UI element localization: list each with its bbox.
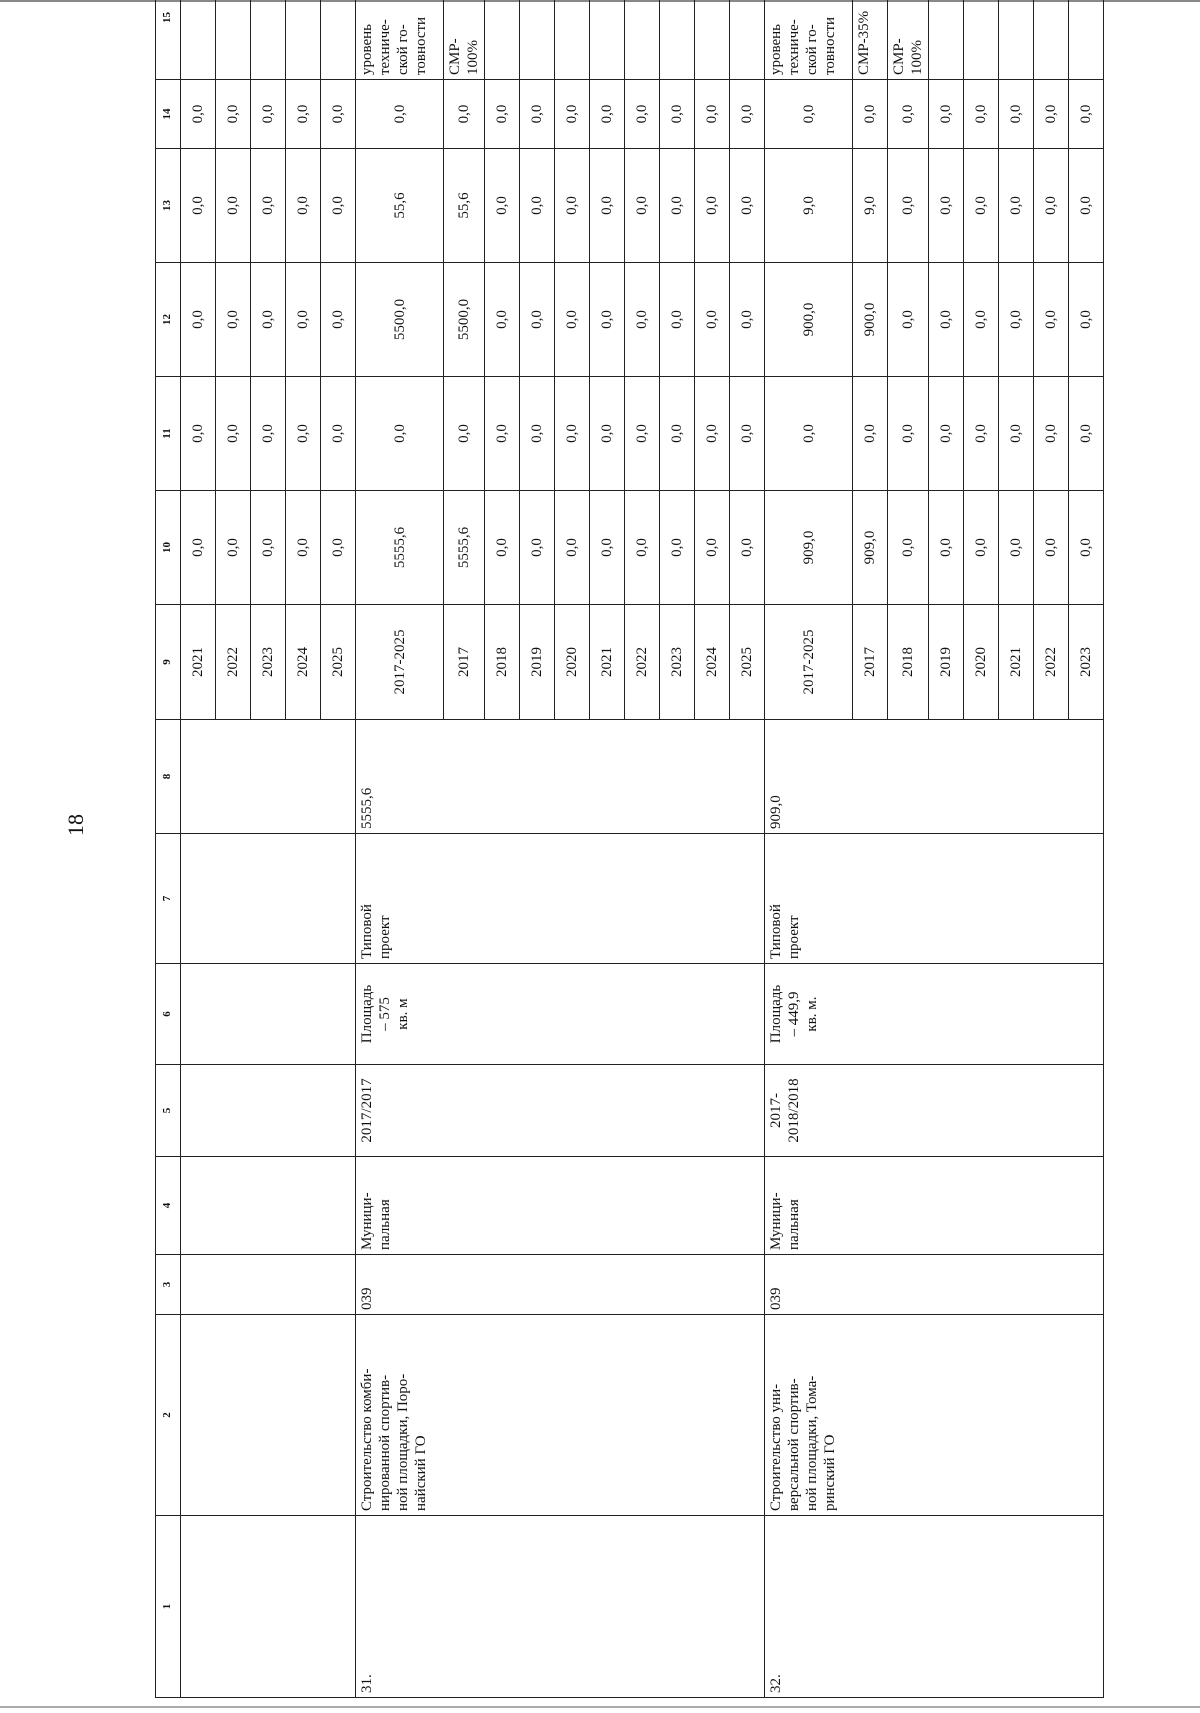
federal-budget-value: 0,0 bbox=[251, 377, 286, 491]
estimated-cost: 5555,6 bbox=[356, 720, 765, 834]
other-sources-value: 0,0 bbox=[444, 80, 485, 149]
year-cell: 2018 bbox=[485, 605, 520, 720]
note-cell bbox=[251, 0, 286, 80]
other-sources-value: 0,0 bbox=[695, 80, 730, 149]
capacity: Площадь – 449,9 кв. м. bbox=[765, 964, 1104, 1065]
total-value: 5555,6 bbox=[356, 491, 444, 605]
carry-row bbox=[181, 0, 216, 1698]
empty-cell bbox=[181, 1255, 356, 1315]
object-number: 31. bbox=[356, 1516, 765, 1698]
design-documentation: Типовой проект bbox=[356, 834, 765, 964]
other-sources-value: 0,0 bbox=[853, 80, 888, 149]
object-number: 32. bbox=[765, 1516, 1104, 1698]
year-cell: 2023 bbox=[251, 605, 286, 720]
regional-budget-value: 0,0 bbox=[251, 263, 286, 377]
column-number: 14 bbox=[156, 80, 181, 149]
other-sources-value: 0,0 bbox=[286, 80, 321, 149]
federal-budget-value: 0,0 bbox=[660, 377, 695, 491]
regional-budget-value: 0,0 bbox=[216, 263, 251, 377]
federal-budget-value: 0,0 bbox=[181, 377, 216, 491]
ownership-form: Муници- пальная bbox=[356, 1157, 765, 1255]
object-code: 039 bbox=[356, 1255, 765, 1315]
rotated-page-content bbox=[155, 10, 1094, 1698]
other-sources-value: 0,0 bbox=[964, 80, 999, 149]
column-number: 3 bbox=[156, 1255, 181, 1315]
note-cell bbox=[695, 0, 730, 80]
federal-budget-value: 0,0 bbox=[520, 377, 555, 491]
local-budget-value: 0,0 bbox=[286, 149, 321, 263]
construction-period: 2017/2017 bbox=[356, 1065, 765, 1157]
other-sources-value: 0,0 bbox=[1069, 80, 1104, 149]
other-sources-value: 0,0 bbox=[660, 80, 695, 149]
local-budget-value: 0,0 bbox=[181, 149, 216, 263]
note-cell bbox=[321, 0, 356, 80]
page-number: 18 bbox=[63, 814, 88, 836]
note-cell bbox=[485, 0, 520, 80]
column-number: 13 bbox=[156, 149, 181, 263]
total-value: 0,0 bbox=[1034, 491, 1069, 605]
federal-budget-value: 0,0 bbox=[765, 377, 853, 491]
year-cell: 2022 bbox=[216, 605, 251, 720]
regional-budget-value: 0,0 bbox=[520, 263, 555, 377]
regional-budget-value: 900,0 bbox=[765, 263, 853, 377]
federal-budget-value: 0,0 bbox=[444, 377, 485, 491]
year-cell: 2025 bbox=[730, 605, 765, 720]
federal-budget-value: 0,0 bbox=[964, 377, 999, 491]
empty-cell bbox=[181, 1157, 356, 1255]
federal-budget-value: 0,0 bbox=[730, 377, 765, 491]
regional-budget-value: 0,0 bbox=[660, 263, 695, 377]
empty-cell bbox=[181, 1516, 356, 1698]
federal-budget-value: 0,0 bbox=[888, 377, 929, 491]
total-value: 0,0 bbox=[590, 491, 625, 605]
regional-budget-value: 0,0 bbox=[625, 263, 660, 377]
total-value: 0,0 bbox=[964, 491, 999, 605]
year-cell: 2024 bbox=[695, 605, 730, 720]
year-cell: 2024 bbox=[286, 605, 321, 720]
federal-budget-value: 0,0 bbox=[625, 377, 660, 491]
note-cell bbox=[730, 0, 765, 80]
local-budget-value: 0,0 bbox=[251, 149, 286, 263]
regional-budget-value: 0,0 bbox=[695, 263, 730, 377]
regional-budget-value: 900,0 bbox=[853, 263, 888, 377]
year-cell: 2019 bbox=[520, 605, 555, 720]
total-value: 0,0 bbox=[660, 491, 695, 605]
total-value: 0,0 bbox=[555, 491, 590, 605]
note-cell bbox=[520, 0, 555, 80]
year-cell: 2017 bbox=[444, 605, 485, 720]
local-budget-value: 0,0 bbox=[485, 149, 520, 263]
federal-budget-value: 0,0 bbox=[853, 377, 888, 491]
total-value: 0,0 bbox=[695, 491, 730, 605]
local-budget-value: 0,0 bbox=[730, 149, 765, 263]
empty-cell bbox=[181, 834, 356, 964]
total-value: 0,0 bbox=[999, 491, 1034, 605]
year-cell: 2021 bbox=[181, 605, 216, 720]
object-code: 039 bbox=[765, 1255, 1104, 1315]
note-cell bbox=[1069, 0, 1104, 80]
federal-budget-value: 0,0 bbox=[929, 377, 964, 491]
regional-budget-value: 0,0 bbox=[1034, 263, 1069, 377]
local-budget-value: 9,0 bbox=[853, 149, 888, 263]
year-cell: 2017 bbox=[853, 605, 888, 720]
regional-budget-value: 5500,0 bbox=[444, 263, 485, 377]
year-cell: 2021 bbox=[590, 605, 625, 720]
regional-budget-value: 0,0 bbox=[888, 263, 929, 377]
note-cell bbox=[181, 0, 216, 80]
capacity: Площадь – 575 кв. м bbox=[356, 964, 765, 1065]
note-cell bbox=[964, 0, 999, 80]
local-budget-value: 0,0 bbox=[660, 149, 695, 263]
object-name: Строительство комби- нированной спортив- ной площадки, Поро- найский ГО bbox=[356, 1315, 765, 1516]
regional-budget-value: 0,0 bbox=[730, 263, 765, 377]
local-budget-value: 0,0 bbox=[1034, 149, 1069, 263]
local-budget-value: 0,0 bbox=[625, 149, 660, 263]
total-value: 5555,6 bbox=[444, 491, 485, 605]
federal-budget-value: 0,0 bbox=[286, 377, 321, 491]
note-cell: уровень техниче- ской го- товности bbox=[356, 0, 444, 80]
year-cell: 2022 bbox=[1034, 605, 1069, 720]
note-cell: СМР- 100% bbox=[888, 0, 929, 80]
other-sources-value: 0,0 bbox=[765, 80, 853, 149]
note-cell bbox=[625, 0, 660, 80]
other-sources-value: 0,0 bbox=[929, 80, 964, 149]
regional-budget-value: 0,0 bbox=[485, 263, 520, 377]
column-number: 15 bbox=[156, 0, 181, 80]
other-sources-value: 0,0 bbox=[520, 80, 555, 149]
total-value: 0,0 bbox=[485, 491, 520, 605]
other-sources-value: 0,0 bbox=[999, 80, 1034, 149]
object-name: Строительство уни- версальной спортив- ной площадки, Тома- ринский ГО bbox=[765, 1315, 1104, 1516]
note-cell bbox=[929, 0, 964, 80]
column-number: 11 bbox=[156, 377, 181, 491]
note-cell bbox=[590, 0, 625, 80]
year-cell: 2023 bbox=[660, 605, 695, 720]
column-number: 7 bbox=[156, 834, 181, 964]
regional-budget-value: 0,0 bbox=[286, 263, 321, 377]
construction-period: 2017- 2018/2018 bbox=[765, 1065, 1104, 1157]
other-sources-value: 0,0 bbox=[216, 80, 251, 149]
other-sources-value: 0,0 bbox=[181, 80, 216, 149]
local-budget-value: 0,0 bbox=[555, 149, 590, 263]
federal-budget-value: 0,0 bbox=[999, 377, 1034, 491]
other-sources-value: 0,0 bbox=[1034, 80, 1069, 149]
federal-budget-value: 0,0 bbox=[695, 377, 730, 491]
scan-edge-bottom bbox=[0, 1706, 1200, 1708]
total-value: 0,0 bbox=[929, 491, 964, 605]
local-budget-value: 0,0 bbox=[321, 149, 356, 263]
regional-budget-value: 0,0 bbox=[999, 263, 1034, 377]
object-total-row bbox=[356, 0, 444, 1698]
local-budget-value: 0,0 bbox=[964, 149, 999, 263]
local-budget-value: 0,0 bbox=[929, 149, 964, 263]
year-cell: 2017-2025 bbox=[356, 605, 444, 720]
year-cell: 2020 bbox=[555, 605, 590, 720]
design-documentation: Типовой проект bbox=[765, 834, 1104, 964]
regional-budget-value: 5500,0 bbox=[356, 263, 444, 377]
other-sources-value: 0,0 bbox=[730, 80, 765, 149]
federal-budget-value: 0,0 bbox=[321, 377, 356, 491]
investment-table bbox=[155, 0, 1104, 1698]
column-number: 8 bbox=[156, 720, 181, 834]
column-number-row bbox=[156, 0, 181, 1698]
note-cell bbox=[660, 0, 695, 80]
total-value: 0,0 bbox=[1069, 491, 1104, 605]
other-sources-value: 0,0 bbox=[625, 80, 660, 149]
other-sources-value: 0,0 bbox=[590, 80, 625, 149]
year-cell: 2023 bbox=[1069, 605, 1104, 720]
object-total-row bbox=[765, 0, 853, 1698]
other-sources-value: 0,0 bbox=[251, 80, 286, 149]
federal-budget-value: 0,0 bbox=[216, 377, 251, 491]
column-number: 2 bbox=[156, 1315, 181, 1516]
total-value: 0,0 bbox=[216, 491, 251, 605]
empty-cell bbox=[181, 720, 356, 834]
note-cell: СМР- 100% bbox=[444, 0, 485, 80]
regional-budget-value: 0,0 bbox=[181, 263, 216, 377]
note-cell bbox=[555, 0, 590, 80]
total-value: 0,0 bbox=[888, 491, 929, 605]
other-sources-value: 0,0 bbox=[555, 80, 590, 149]
total-value: 909,0 bbox=[853, 491, 888, 605]
federal-budget-value: 0,0 bbox=[590, 377, 625, 491]
total-value: 0,0 bbox=[321, 491, 356, 605]
federal-budget-value: 0,0 bbox=[485, 377, 520, 491]
local-budget-value: 55,6 bbox=[356, 149, 444, 263]
total-value: 0,0 bbox=[625, 491, 660, 605]
empty-cell bbox=[181, 964, 356, 1065]
note-cell bbox=[1034, 0, 1069, 80]
federal-budget-value: 0,0 bbox=[1069, 377, 1104, 491]
local-budget-value: 0,0 bbox=[695, 149, 730, 263]
local-budget-value: 55,6 bbox=[444, 149, 485, 263]
local-budget-value: 9,0 bbox=[765, 149, 853, 263]
total-value: 0,0 bbox=[286, 491, 321, 605]
federal-budget-value: 0,0 bbox=[555, 377, 590, 491]
other-sources-value: 0,0 bbox=[356, 80, 444, 149]
federal-budget-value: 0,0 bbox=[356, 377, 444, 491]
column-number: 9 bbox=[156, 605, 181, 720]
other-sources-value: 0,0 bbox=[321, 80, 356, 149]
empty-cell bbox=[181, 1065, 356, 1157]
year-cell: 2025 bbox=[321, 605, 356, 720]
year-cell: 2022 bbox=[625, 605, 660, 720]
column-number: 1 bbox=[156, 1516, 181, 1698]
column-number: 10 bbox=[156, 491, 181, 605]
year-cell: 2020 bbox=[964, 605, 999, 720]
local-budget-value: 0,0 bbox=[520, 149, 555, 263]
local-budget-value: 0,0 bbox=[999, 149, 1034, 263]
federal-budget-value: 0,0 bbox=[1034, 377, 1069, 491]
local-budget-value: 0,0 bbox=[590, 149, 625, 263]
total-value: 909,0 bbox=[765, 491, 853, 605]
ownership-form: Муници- пальная bbox=[765, 1157, 1104, 1255]
year-cell: 2017-2025 bbox=[765, 605, 853, 720]
empty-cell bbox=[181, 1315, 356, 1516]
note-cell: СМР-35% bbox=[853, 0, 888, 80]
local-budget-value: 0,0 bbox=[1069, 149, 1104, 263]
year-cell: 2019 bbox=[929, 605, 964, 720]
regional-budget-value: 0,0 bbox=[555, 263, 590, 377]
regional-budget-value: 0,0 bbox=[929, 263, 964, 377]
regional-budget-value: 0,0 bbox=[321, 263, 356, 377]
year-cell: 2021 bbox=[999, 605, 1034, 720]
local-budget-value: 0,0 bbox=[216, 149, 251, 263]
column-number: 12 bbox=[156, 263, 181, 377]
note-cell bbox=[216, 0, 251, 80]
other-sources-value: 0,0 bbox=[485, 80, 520, 149]
note-cell bbox=[999, 0, 1034, 80]
total-value: 0,0 bbox=[181, 491, 216, 605]
note-cell: уровень техниче- ской го- товности bbox=[765, 0, 853, 80]
column-number: 6 bbox=[156, 964, 181, 1065]
year-cell: 2018 bbox=[888, 605, 929, 720]
regional-budget-value: 0,0 bbox=[590, 263, 625, 377]
total-value: 0,0 bbox=[520, 491, 555, 605]
column-number: 5 bbox=[156, 1065, 181, 1157]
total-value: 0,0 bbox=[730, 491, 765, 605]
note-cell bbox=[286, 0, 321, 80]
local-budget-value: 0,0 bbox=[888, 149, 929, 263]
column-number: 4 bbox=[156, 1157, 181, 1255]
other-sources-value: 0,0 bbox=[888, 80, 929, 149]
regional-budget-value: 0,0 bbox=[1069, 263, 1104, 377]
estimated-cost: 909,0 bbox=[765, 720, 1104, 834]
total-value: 0,0 bbox=[251, 491, 286, 605]
regional-budget-value: 0,0 bbox=[964, 263, 999, 377]
